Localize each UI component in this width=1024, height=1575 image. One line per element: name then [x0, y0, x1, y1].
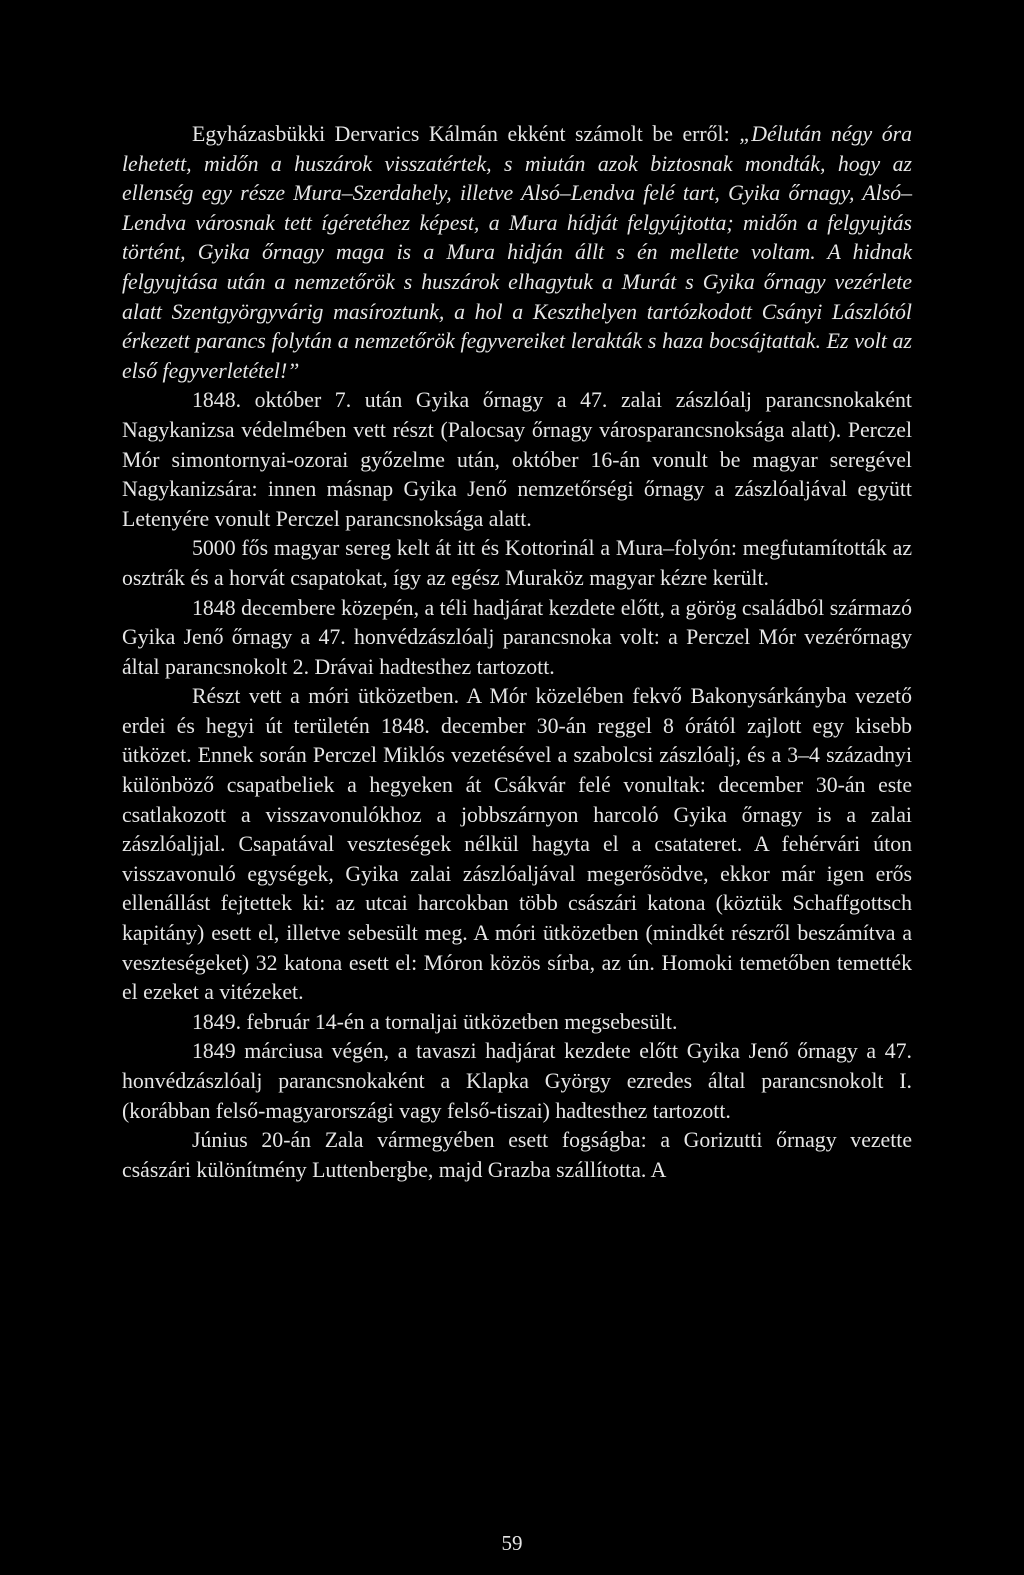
- paragraph-june-capture: Június 20-án Zala vármegyében esett fogságba: a Gorizutti őrnagy vezette császári különítmény Luttenbergbe, majd Grazba szállította. A: [122, 1128, 912, 1182]
- paragraph-october-1848: 1848. október 7. után Gyika őrnagy a 47. zalai zászlóalj parancsnokaként Nagykanizsa védelmében vett részt (Palocsay őrnagy városparancsnoksága alatt). Perczel Mór simontornyai-ozorai győzelme után, október 16-án vonult be magyar seregével Nagykanizsára: innen másnap Gyika Jenő nemzetőrségi őrnagy a zászlóaljával együtt Letenyére vonult Perczel parancsnoksága alatt.: [122, 388, 912, 531]
- page-number: 59: [501, 1531, 523, 1555]
- italic-quotation: „Délután négy óra lehetett, midőn a huszárok visszatértek, s miután azok biztosnak mondták, hogy az ellenség egy része Mura–Szerdahely, illetve Alsó–Lendva felé tart, Gyika őrnagy, Alsó–Lendva városnak tett ígéretéhez képest, a Mura hídját felgyújtotta; midőn a felgyujtás történt, Gyika őrnagy maga is a Mura hidján állt s én mellette voltam. A hidnak felgyujtása után a nemzetőrök s huszárok elhagytuk a Murát s Gyika őrnagy vezérlete alatt Szentgyörgyvárig masíroztunk, a hol a Keszthelyen tartózkodott Csányi Lászlótól érkezett parancs folytán a nemzetőrök fegyvereiket lerakták s haza bocsájtattak. Ez volt az első fegyverletétel!”: [122, 122, 912, 383]
- paragraph-intro: Egyházasbükki Dervarics Kálmán ekként számolt be erről:: [192, 122, 740, 146]
- paragraph-mura-crossing: 5000 fős magyar sereg kelt át itt és Kottorinál a Mura–folyón: megfutamították az osztrák és a horvát csapatokat, így az egész Muraköz magyar kézre került.: [122, 536, 912, 590]
- paragraph-dervarics-account: [122, 120, 912, 386]
- document-page: [122, 120, 912, 1185]
- paragraph-tornalja-wound: 1849. február 14-én a tornaljai ütközetben megsebesült.: [192, 1009, 678, 1034]
- paragraph-mor-battle: Részt vett a móri ütközetben. A Mór közelében fekvő Bakonysárkányba vezető erdei és hegyi út területén 1848. december 30-án reggel 8 órától zajlott egy kisebb ütközet. Ennek során Perczel Miklós vezetésével a szabolcsi zászlóalj, és a 3–4 századnyi különböző csapatbeliek a hegyeken át Csákvár felé vonultak: december 30-án este csatlakozott a visszavonulókhoz a jobbszárnyon harcoló Gyika őrnagy is a zalai zászlóaljjal. Csapatával veszteségek nélkül hagyta el a csatateret. A fehérvári úton visszavonuló egységek, Gyika zalai zászlóaljával megerősödve, ekkor már igen erős ellenállást fejtettek ki: az utcai harcokban több császári katona (köztük Schaffgottsch kapitány) esett el, illetve sebesült meg. A móri ütközetben (mindkét részről beszámítva a veszteségeket) 32 katona esett el: Móron közös sírba, az ún. Homoki temetőben temették el ezeket a vitézeket.: [122, 684, 912, 1005]
- paragraph-december-1848: 1848 decembere közepén, a téli hadjárat kezdete előtt, a görög családból származó Gyika Jenő őrnagy a 47. honvédzászlóalj parancsnoka volt: a Perczel Mór vezérőrnagy által parancsnokolt 2. Drávai hadtesthez tartozott.: [122, 595, 912, 679]
- paragraph-march-1849: 1849 márciusa végén, a tavaszi hadjárat kezdete előtt Gyika Jenő őrnagy a 47. honvédzászlóalj parancsnokaként a Klapka György ezredes által parancsnokolt I. (korábban felső-magyarországi vagy felső-tiszai) hadtesthez tartozott.: [122, 1039, 912, 1123]
